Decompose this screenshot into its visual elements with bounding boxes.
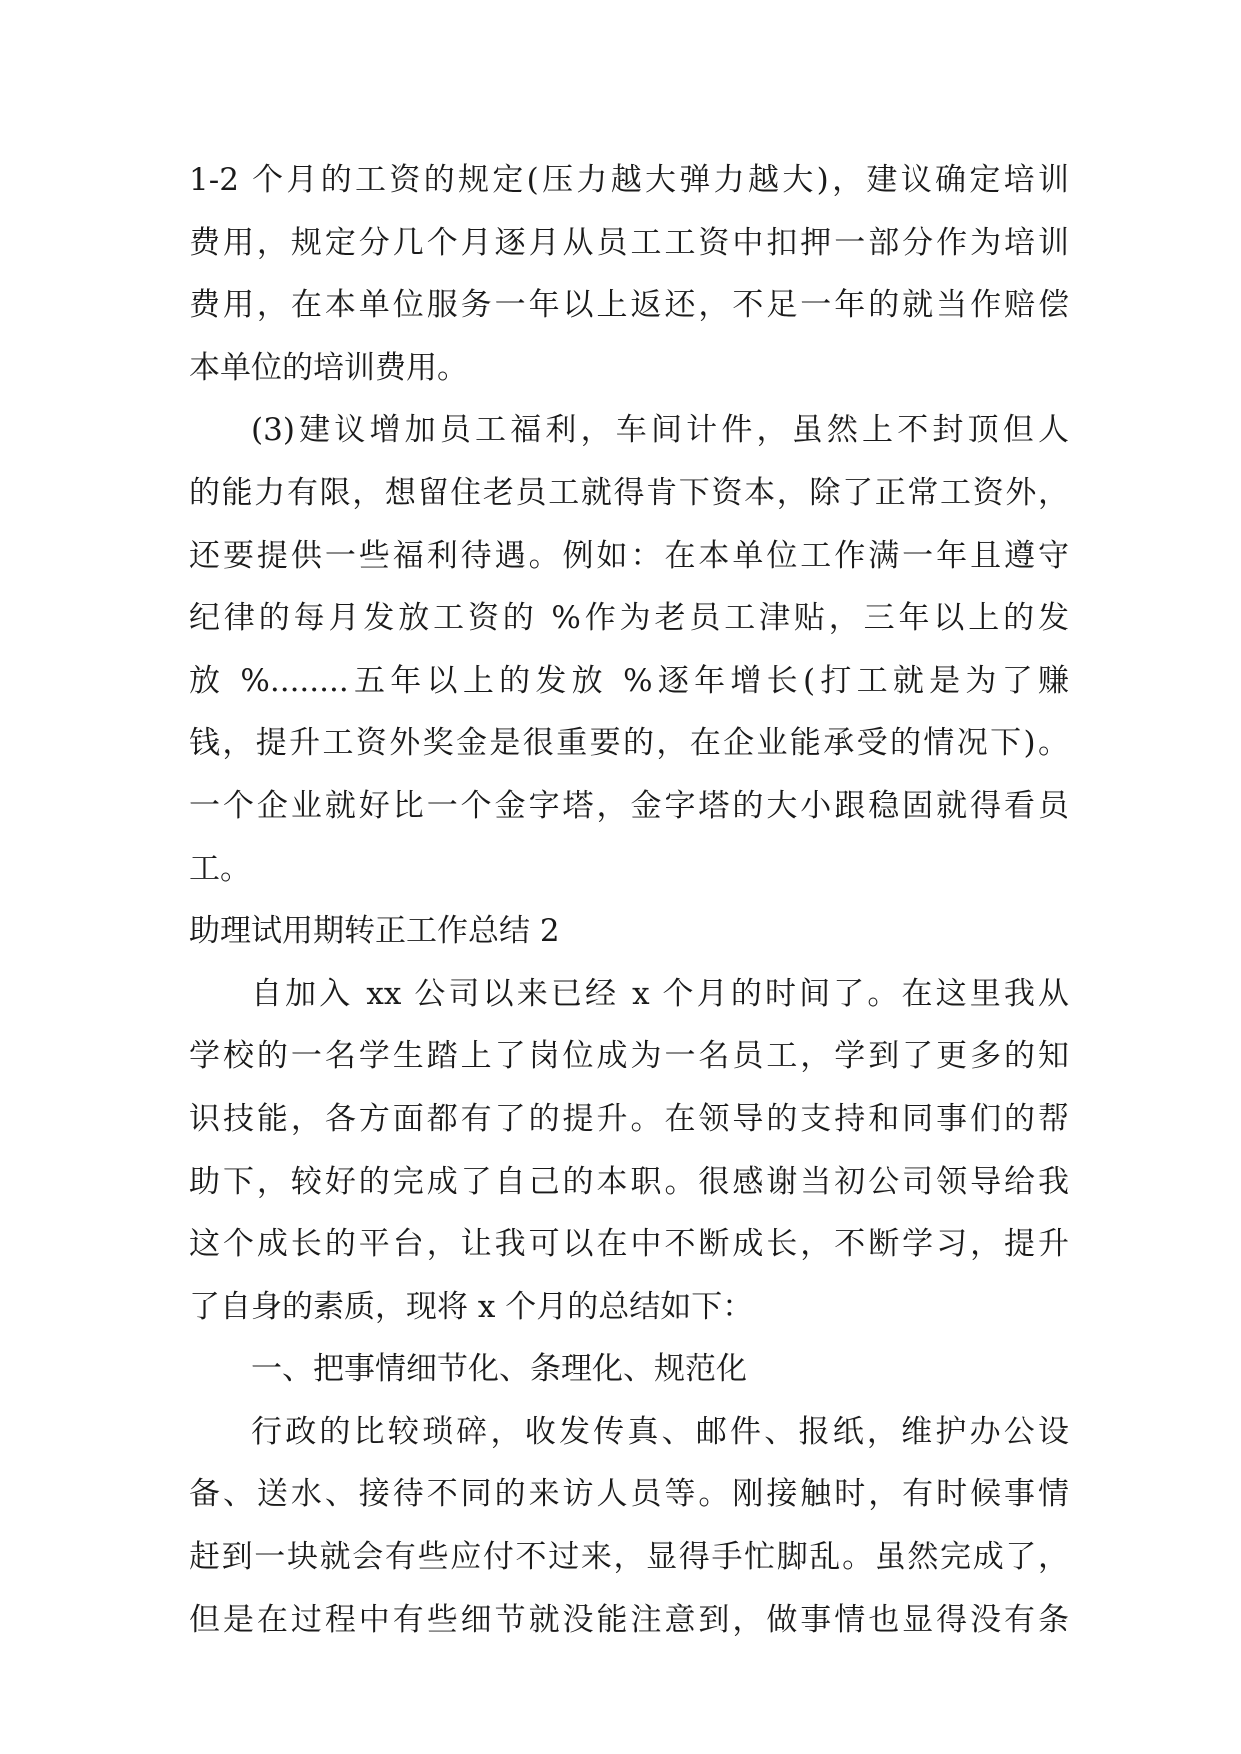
text-line: 费用，在本单位服务一年以上返还，不足一年的就当作赔偿 [189,287,1069,324]
text-line: 费用，规定分几个月逐月从员工工资中扣押一部分作为培训 [189,224,1069,261]
text-line: 赶到一块就会有些应付不过来，显得手忙脚乱。虽然完成了， [189,1539,1069,1576]
section-title-text: 助理试用期转正工作总结 2 [189,913,560,950]
section-title [189,900,1069,963]
text-line: 学校的一名学生踏上了岗位成为一名员工，学到了更多的知 [189,1038,1069,1075]
text-line: (3)建议增加员工福利，车间计件，虽然上不封顶但人 [251,412,1069,449]
text-line: 识技能，各方面都有了的提升。在领导的支持和同事们的帮 [189,1100,1069,1137]
text-line: 自加入 xx 公司以来已经 x 个月的时间了。在这里我从 [251,975,1069,1012]
text-line: 本单位的培训费用。 [189,349,468,386]
paragraph-training-fee [189,149,1069,399]
text-line: 但是在过程中有些细节就没能注意到，做事情也显得没有条 [189,1601,1069,1638]
paragraph-employee-benefits [189,399,1069,900]
document-body [189,149,1069,1651]
paragraph-admin-work [189,1401,1069,1651]
subheading-text: 一、把事情细节化、条理化、规范化 [251,1351,747,1388]
text-line: 一个企业就好比一个金字塔，金字塔的大小跟稳固就得看员 [189,787,1069,824]
paragraph-introduction [189,963,1069,1339]
text-line: 1-2 个月的工资的规定(压力越大弹力越大)，建议确定培训 [189,162,1069,198]
text-line: 放 %........五年以上的发放 %逐年增长(打工就是为了赚 [189,662,1069,699]
text-line: 的能力有限，想留住老员工就得肯下资本，除了正常工资外， [189,474,1069,511]
text-line: 纪律的每月发放工资的 %作为老员工津贴，三年以上的发 [189,600,1069,637]
text-line: 还要提供一些福利待遇。例如：在本单位工作满一年且遵守 [189,537,1069,574]
text-line: 了自身的素质，现将 x 个月的总结如下： [189,1288,754,1325]
text-line: 备、送水、接待不同的来访人员等。刚接触时，有时候事情 [189,1476,1069,1513]
text-line: 助下，较好的完成了自己的本职。很感谢当初公司领导给我 [189,1163,1069,1200]
text-line: 这个成长的平台，让我可以在中不断成长，不断学习，提升 [189,1226,1069,1263]
text-line: 钱，提升工资外奖金是很重要的，在企业能承受的情况下)。 [189,725,1069,762]
text-line: 行政的比较琐碎，收发传真、邮件、报纸，维护办公设 [251,1413,1069,1450]
subheading [189,1338,1069,1401]
text-line: 工。 [189,850,251,887]
